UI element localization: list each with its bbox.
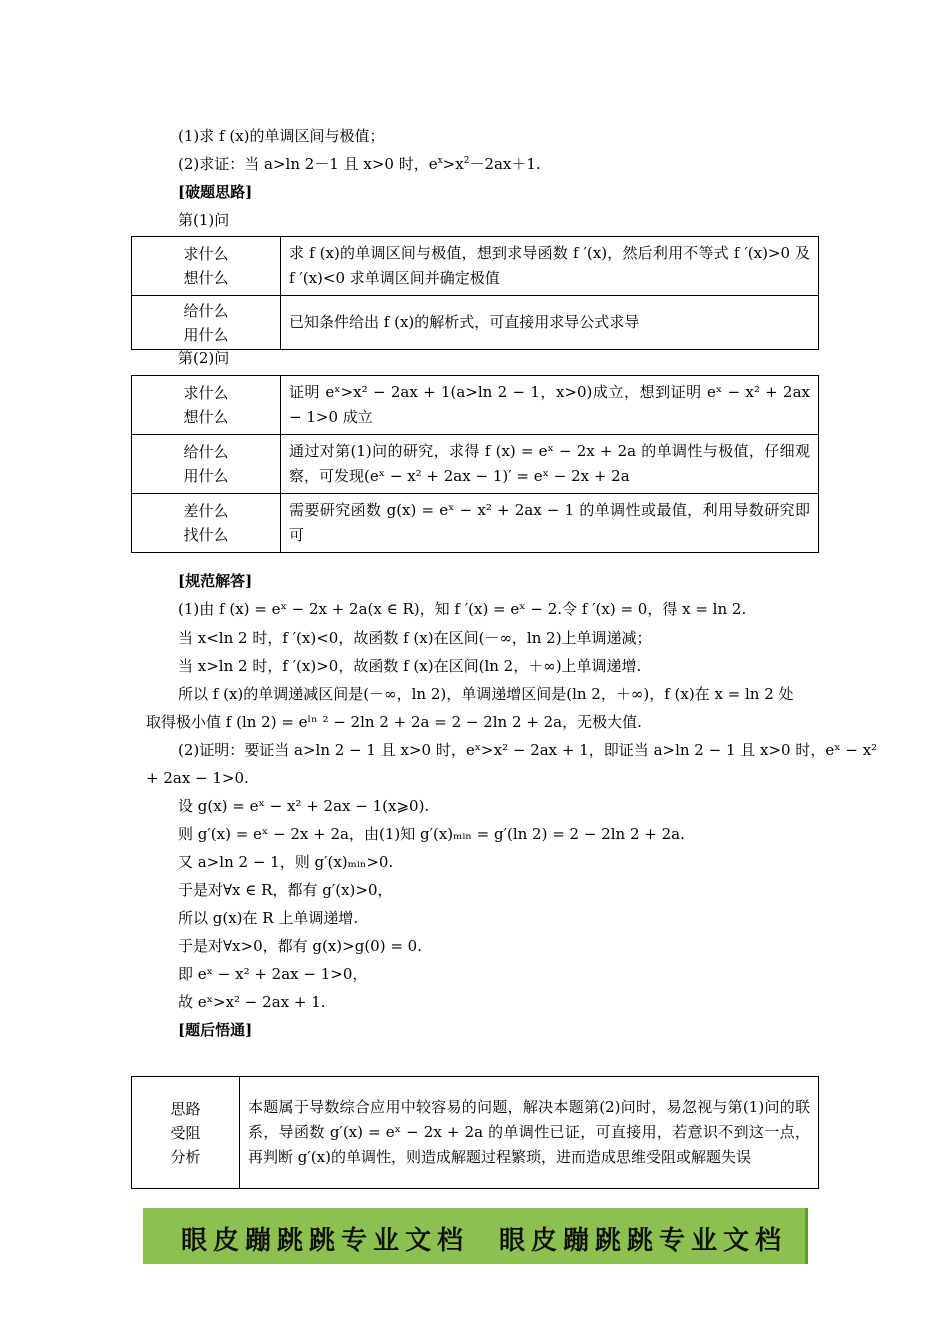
solution-line: 当 x<ln 2 时，f ′(x)<0，故函数 f (x)在区间(－∞，ln 2)上单调递减； xyxy=(178,629,652,647)
solution-line: 于是对∀x ∈ R，都有 g′(x)>0， xyxy=(178,881,393,899)
solution-line: 于是对∀x>0，都有 g(x)>g(0) = 0. xyxy=(178,937,422,955)
question-2: (2)求证：当 a>ln 2－1 且 x>0 时，$e^x>x^2-2ax+1$. xyxy=(178,155,541,173)
row-label: 给什么 用什么 xyxy=(132,435,281,494)
row-label: 求什么 想什么 xyxy=(132,376,281,435)
part-2-label: 第(2)问 xyxy=(178,349,230,367)
row-content: 本题属于导数综合应用中较容易的问题，解决本题第(2)问时，易忽视与第(1)问的联系，导函数 g′(x) = eˣ − 2x + 2a 的单调性已证，可直接用，若意识不到这一点，再判断 g′(x)的单调性，则造成解题过程繁琐，进而造成思维受阻或解题失误 xyxy=(240,1077,819,1189)
solution-line: (1)由 f (x) = eˣ − 2x + 2a(x ∈ R)，知 f ′(x) = eˣ − 2.令 f ′(x) = 0，得 x = ln 2. xyxy=(178,600,747,618)
solution-line: 故 eˣ>x² − 2ax + 1. xyxy=(178,993,326,1011)
row-content: 通过对第(1)问的研究，求得 f (x) = eˣ − 2x + 2a 的单调性与极值，仔细观察，可发现(eˣ − x² + 2ax − 1)′ = eˣ − 2x + 2a xyxy=(281,435,819,494)
solution-line: 即 eˣ − x² + 2ax − 1>0， xyxy=(178,965,368,983)
section-heading-solution: [规范解答] xyxy=(178,572,253,590)
solution-line: + 2ax − 1>0. xyxy=(146,769,249,787)
solution-line: 取得极小值 f (ln 2) = eˡⁿ ² − 2ln 2 + 2a = 2 − 2ln 2 + 2a，无极大值. xyxy=(146,713,642,731)
banner-text: 眼皮蹦跳跳专业文档 xyxy=(181,1226,470,1256)
part-1-label: 第(1)问 xyxy=(178,211,230,229)
footer-banner xyxy=(143,1208,808,1264)
solution-line: 则 g′(x) = eˣ − 2x + 2a，由(1)知 g′(x)ₘᵢₙ = g′(ln 2) = 2 − 2ln 2 + 2a. xyxy=(178,825,685,843)
row-label: 求什么 想什么 xyxy=(132,237,281,296)
reflection-table xyxy=(131,1076,819,1189)
analysis-table-1 xyxy=(131,236,819,350)
row-label: 差什么 找什么 xyxy=(132,494,281,553)
table-row xyxy=(132,237,819,296)
banner-text: 眼皮蹦跳跳专业文档 xyxy=(499,1226,788,1256)
row-label: 给什么 用什么 xyxy=(132,296,281,350)
solution-line: 设 g(x) = eˣ − x² + 2ax − 1(x⩾0). xyxy=(178,797,430,815)
solution-line: 当 x>ln 2 时，f ′(x)>0，故函数 f (x)在区间(ln 2，＋∞)上单调递增. xyxy=(178,657,642,675)
section-heading-thinking: [破题思路] xyxy=(178,183,253,201)
solution-line: (2)证明：要证当 a>ln 2 − 1 且 x>0 时，eˣ>x² − 2ax + 1，即证当 a>ln 2 − 1 且 x>0 时，eˣ − x² xyxy=(178,741,878,759)
solution-line: 又 a>ln 2 − 1，则 g′(x)ₘᵢₙ>0. xyxy=(178,853,394,871)
solution-line: 所以 f (x)的单调递减区间是(－∞，ln 2)，单调递增区间是(ln 2，＋∞)，f (x)在 x = ln 2 处 xyxy=(178,685,794,703)
question-1: (1)求 f (x)的单调区间与极值； xyxy=(178,127,385,145)
table-row xyxy=(132,376,819,435)
row-content: 求 f (x)的单调区间与极值，想到求导函数 f ′(x)，然后利用不等式 f ′(x)>0 及 f ′(x)<0 求单调区间并确定极值 xyxy=(281,237,819,296)
table-row xyxy=(132,494,819,553)
table-row xyxy=(132,296,819,350)
analysis-table-2 xyxy=(131,375,819,553)
solution-line: 所以 g(x)在 R 上单调递增. xyxy=(178,909,359,927)
row-content: 需要研究函数 g(x) = eˣ − x² + 2ax − 1 的单调性或最值，利用导数研究即可 xyxy=(281,494,819,553)
row-content: 证明 eˣ>x² − 2ax + 1(a>ln 2 − 1，x>0)成立，想到证明 eˣ − x² + 2ax − 1>0 成立 xyxy=(281,376,819,435)
row-label: 思路 受阻 分析 xyxy=(132,1077,240,1189)
row-content: 已知条件给出 f (x)的解析式，可直接用求导公式求导 xyxy=(281,296,819,350)
table-row xyxy=(132,435,819,494)
table-row xyxy=(132,1077,819,1189)
section-heading-reflection: [题后悟通] xyxy=(178,1021,253,1039)
